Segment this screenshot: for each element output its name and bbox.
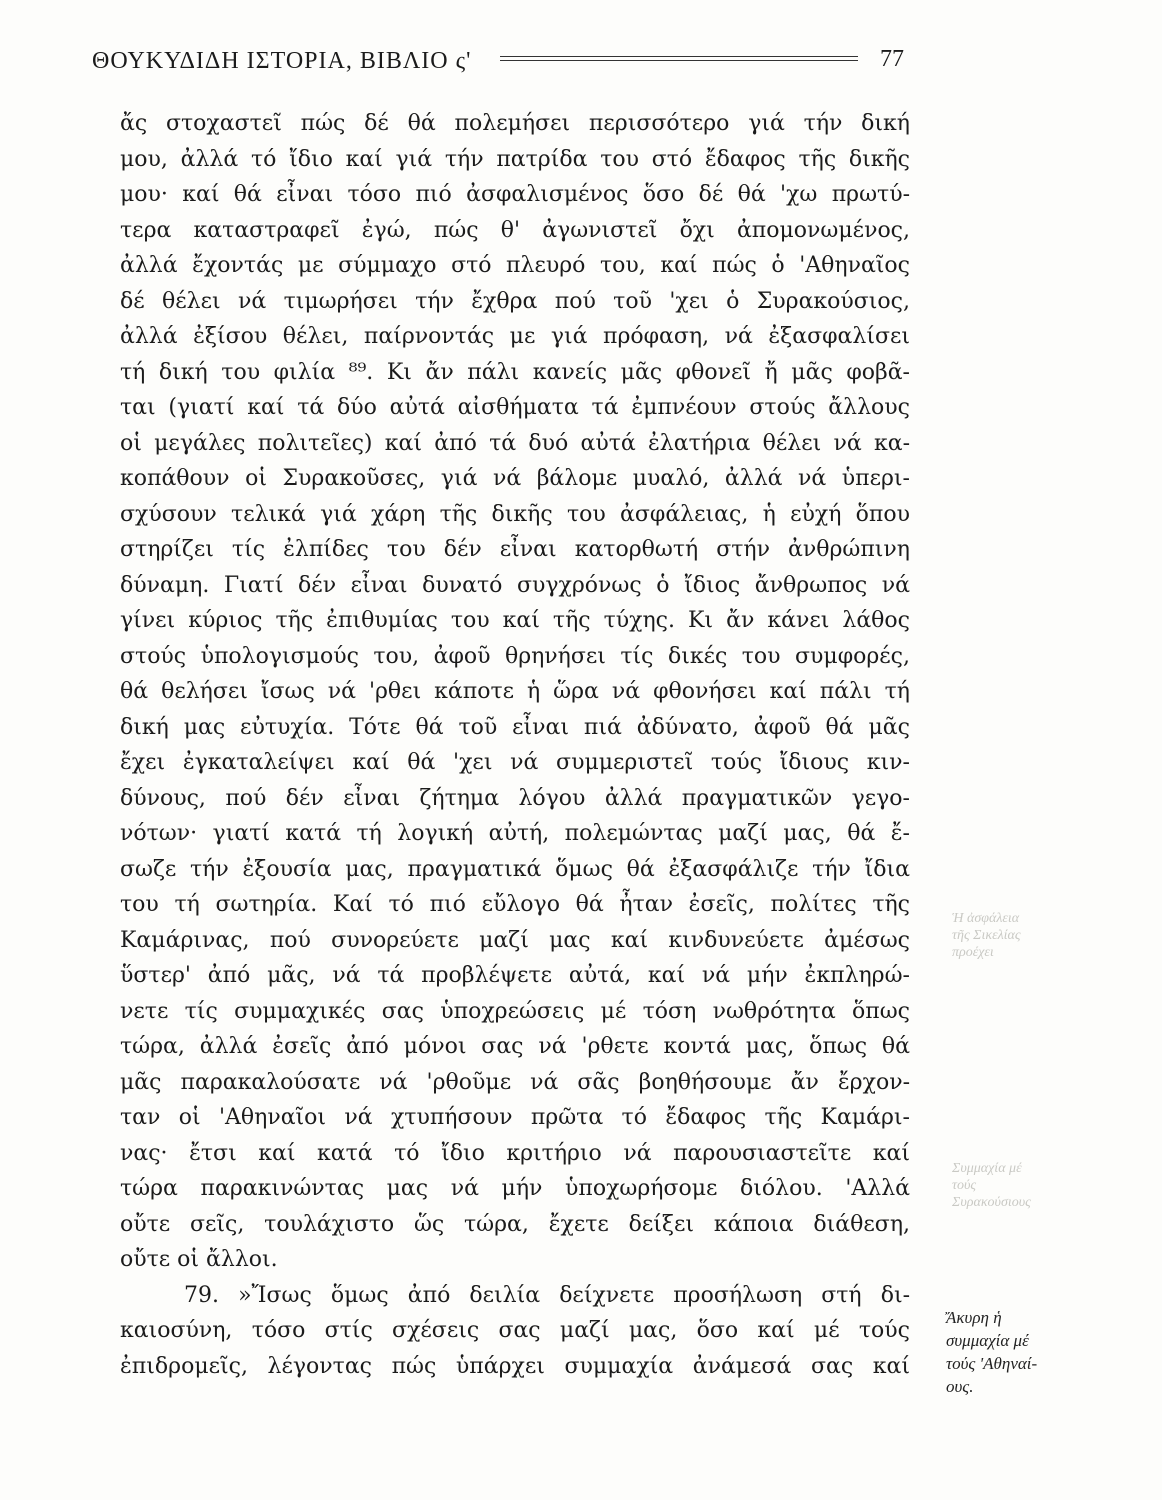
text-line: ὕστερ' ἀπό μᾶς, νά τά προβλέψετε αὐτά, καί νά μήν ἐκπληρώ- [120, 963, 910, 988]
body-text [120, 106, 910, 1384]
margin-note [946, 1306, 1038, 1398]
text-line: νότων· γιατί κατά τή λογική αὐτή, πολεμώντας μαζί μας, θά ἔ- [120, 821, 910, 846]
text-line: τώρα, ἀλλά ἐσεῖς ἀπό μόνοι σας νά 'ρθετε κοντά μας, ὅπως θά [120, 1034, 910, 1059]
chapter-79-opening-line: 79. »Ἴσως ὅμως ἀπό δειλία δείχνετε προσήλωση στή δι- [184, 1282, 910, 1308]
text-line: ταν οἱ 'Αθηναῖοι νά χτυπήσουν πρῶτα τό ἔδαφος τῆς Καμάρι- [120, 1105, 910, 1130]
text-line: δική μας εὐτυχία. Τότε θά τοῦ εἶναι πιά ἀδύνατο, ἀφοῦ θά μᾶς [120, 714, 910, 740]
text-line: ἀλλά ἐξίσου θέλει, παίρνοντάς με γιά πρόφαση, νά ἐξασφαλίσει [120, 324, 910, 349]
text-line: τώρα παρακινώντας μας νά μήν ὑποχωρήσομε διόλου. 'Αλλά [120, 1176, 910, 1201]
text-line: ἔχει ἐγκαταλείψει καί θά 'χει νά συμμεριστεῖ τούς ἴδιους κιν- [120, 750, 910, 775]
text-line: ἄς στοχαστεῖ πώς δέ θά πολεμήσει περισσότερο γιά τήν δική [120, 111, 910, 136]
text-line: οἱ μεγάλες πολιτεῖες) καί ἀπό τά δυό αὐτά ἐλατήρια θέλει νά κα- [120, 430, 910, 456]
text-line: μᾶς παρακαλούσατε νά 'ρθοῦμε νά σᾶς βοηθήσουμε ἄν ἔρχον- [120, 1069, 910, 1095]
text-line: θά θελήσει ἴσως νά 'ρθει κάποτε ἡ ὥρα νά φθονήσει καί πάλι τή [120, 679, 910, 704]
bleed-through-note: Συμμαχία μέ τούς Συρακούσιους [952, 1161, 1031, 1210]
text-line: τή δική του φιλία ⁸⁹. Κι ἄν πάλι κανείς μᾶς φθονεῖ ἤ μᾶς φοβᾶ- [120, 359, 910, 385]
text-line: νας· ἔτσι καί κατά τό ἴδιο κριτήριο νά παρουσιαστεῖτε καί [120, 1140, 910, 1166]
text-line: μου· καί θά εἶναι τόσο πιό ἀσφαλισμένος ὅσο δέ θά 'χω πρωτύ- [120, 182, 910, 207]
text-line: σωζε τήν ἐξουσία μας, πραγματικά ὅμως θά ἐξασφάλιζε τήν ἴδια [120, 856, 910, 882]
text-line: Καμάρινας, πού συνορεύετε μαζί μας καί κινδυνεύετε ἀμέσως [120, 927, 910, 953]
text-line: οὔτε σεῖς, τουλάχιστο ὥς τώρα, ἔχετε δείξει κάποια διάθεση, [120, 1211, 910, 1237]
text-line: ἐπιδρομεῖς, λέγοντας πώς ὑπάρχει συμμαχία ἀνάμεσά σας καί [120, 1353, 910, 1379]
page-number: 77 [880, 46, 904, 72]
text-line: δύναμη. Γιατί δέν εἶναι δυνατό συγχρόνως ὁ ἴδιος ἄνθρωπος νά [120, 572, 910, 598]
text-line: τερα καταστραφεῖ ἐγώ, πώς θ' ἀγωνιστεῖ ὄχι ἀπομονωμένος, [120, 217, 910, 243]
text-line: κοπάθουν οἱ Συρακοῦσες, γιά νά βάλομε μυαλό, ἀλλά νά ὑπερι- [120, 466, 910, 491]
text-line: δύνους, πού δέν εἶναι ζήτημα λόγου ἀλλά πραγματικῶν γεγο- [120, 785, 910, 811]
text-line: στηρίζει τίς ἐλπίδες του δέν εἶναι κατορθωτή στήν ἀνθρώπινη [120, 537, 910, 562]
margin-note-line: ους. [946, 1377, 974, 1396]
margin-note-line: συμμαχία μέ [946, 1331, 1029, 1350]
header-rule [500, 56, 858, 61]
text-line: στούς ὑπολογισμούς του, ἀφοῦ θρηνήσει τίς δικές του συμφορές, [120, 643, 910, 669]
text-line: του τή σωτηρία. Καί τό πιό εὔλογο θά ἦταν ἐσεῖς, πολίτες τῆς [120, 892, 910, 917]
text-line: οὔτε οἱ ἄλλοι. [120, 1247, 278, 1272]
text-line: σχύσουν τελικά γιά χάρη τῆς δικῆς του ἀσφάλειας, ἡ εὐχή ὅπου [120, 501, 910, 527]
running-title: ΘΟΥΚΥΔΙΔΗ ΙΣΤΟΡΙΑ, ΒΙΒΛΙΟ ς' [92, 48, 472, 74]
text-line: ται (γιατί καί τά δύο αὐτά αἰσθήματα τά ἐμπνέουν στούς ἄλλους [120, 395, 910, 420]
text-line: δέ θέλει νά τιμωρήσει τήν ἔχθρα πού τοῦ 'χει ὁ Συρακούσιος, [120, 288, 910, 314]
margin-note-line: τούς 'Αθηναί- [946, 1354, 1038, 1373]
margin-note-line: Ἄκυρη ἡ [946, 1308, 1002, 1327]
text-line: ἀλλά ἔχοντάς με σύμμαχο στό πλευρό του, καί πώς ὁ 'Αθηναῖος [120, 253, 910, 278]
text-line: γίνει κύριος τῆς ἐπιθυμίας του καί τῆς τύχης. Κι ἄν κάνει λάθος [120, 608, 910, 633]
running-header [92, 44, 904, 84]
text-line: νετε τίς συμμαχικές σας ὑποχρεώσεις μέ τόση νωθρότητα ὅπως [120, 998, 910, 1024]
bleed-through-note: Ἡ ἀσφάλεια τῆς Σικελίας προέχει [952, 911, 1021, 960]
text-line: μου, ἀλλά τό ἴδιο καί γιά τήν πατρίδα του στό ἔδαφος τῆς δικῆς [120, 146, 910, 172]
text-line: καιοσύνη, τόσο στίς σχέσεις σας μαζί μας, ὅσο καί μέ τούς [120, 1318, 910, 1343]
